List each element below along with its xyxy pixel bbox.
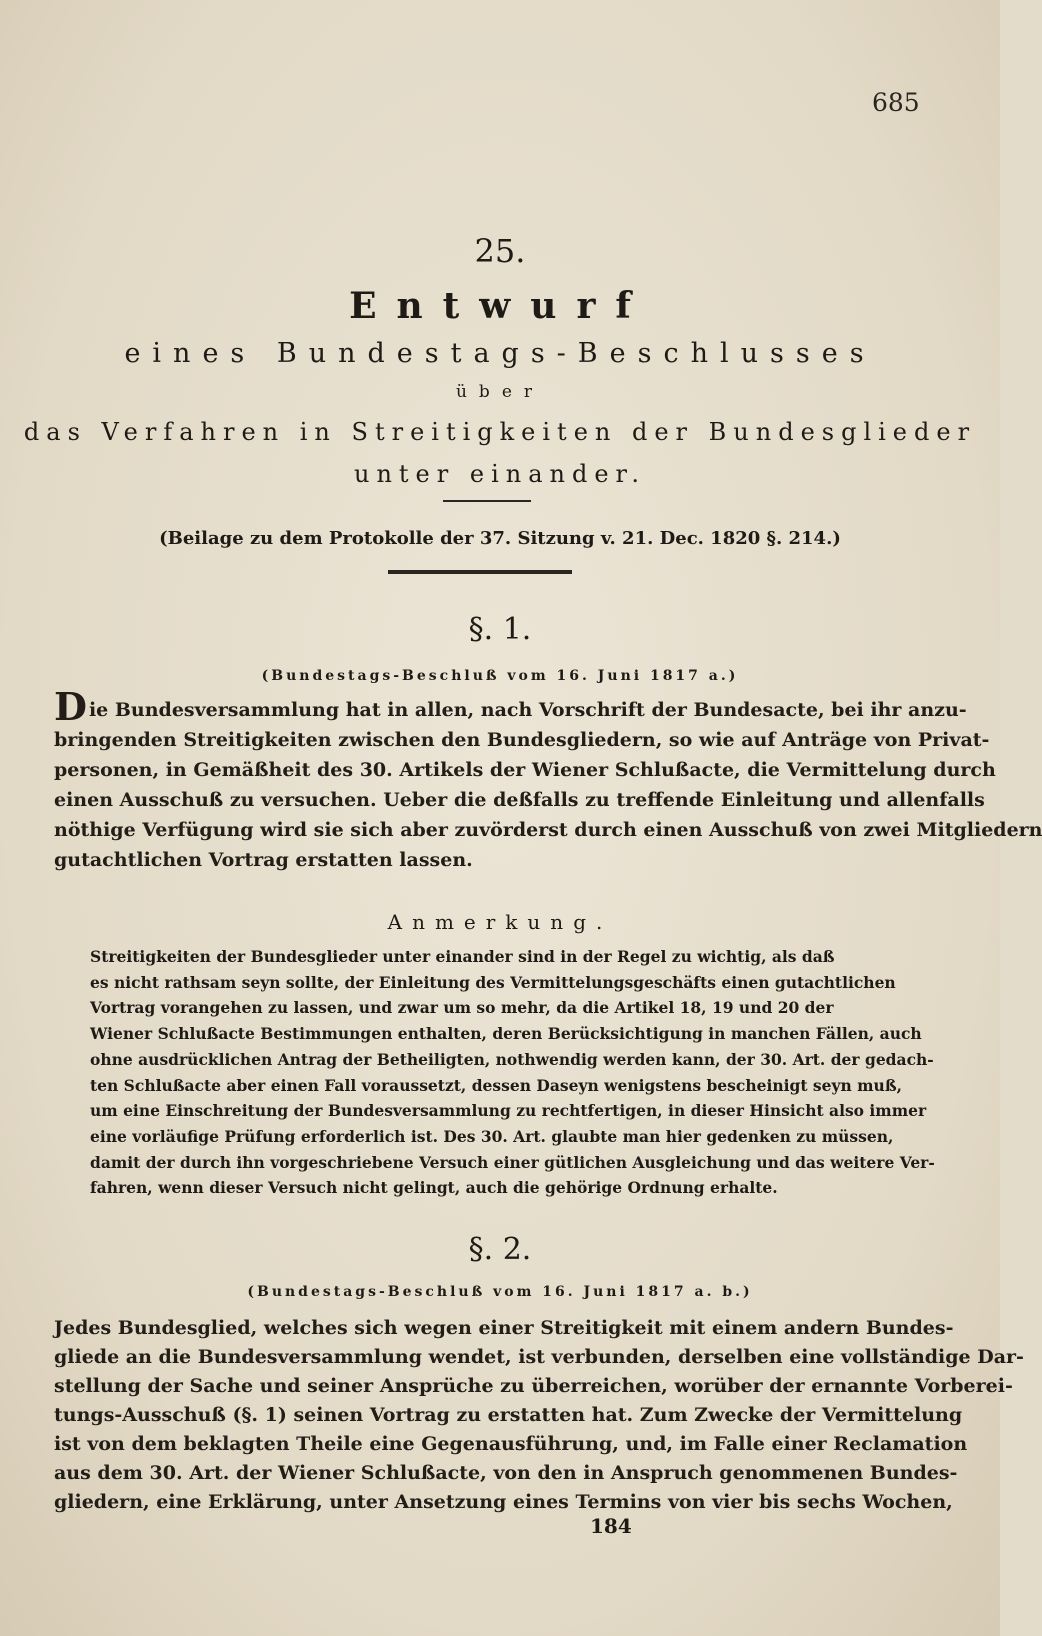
note-heading: Anmerkung. — [387, 910, 613, 934]
section-2-line: Jedes Bundesglied, welches sich wegen einer Streitigkeit mit einem andern Bundes- — [54, 1317, 954, 1339]
document-title: Entwurf — [349, 285, 651, 327]
subject-line-1: das Verfahren in Streitigkeiten der Bundesglieder — [23, 418, 977, 446]
section-2-line: aus dem 30. Art. der Wiener Schlußacte, von den in Anspruch genommenen Bundes- — [54, 1462, 958, 1484]
document-subtitle: eines Bundestags-Beschlusses — [124, 338, 876, 369]
section-1-line: nöthige Verfügung wird sie sich aber zuvörderst durch einen Ausschuß von zwei Mitgliedern — [54, 819, 1042, 841]
note-line: ohne ausdrücklichen Antrag der Betheiligten, nothwendig werden kann, der 30. Art. der gedach- — [90, 1049, 934, 1069]
note-line: eine vorläufige Prüfung erforderlich ist. Des 30. Art. glaubte man hier gedenken zu müssen, — [90, 1126, 894, 1146]
section-2-line: tungs-Ausschuß (§. 1) seinen Vortrag zu erstatten hat. Zum Zwecke der Vermittelung — [54, 1404, 963, 1426]
section-1-line: einen Ausschuß zu versuchen. Ueber die deßfalls zu treffende Einleitung und allenfalls — [54, 789, 985, 811]
section-2-line: ist von dem beklagten Theile eine Gegenausführung, und, im Falle einer Reclamation — [54, 1433, 968, 1455]
section-2-line: stellung der Sache und seiner Ansprüche zu überreichen, worüber der ernannte Vorberei- — [54, 1375, 1013, 1397]
subtitle-preposition: über — [455, 382, 545, 402]
section-1-line: personen, in Gemäßheit des 30. Artikels der Wiener Schlußacte, die Vermittelung durch — [54, 759, 996, 781]
note-line: damit der durch ihn vorgeschriebene Versuch einer gütlichen Ausgleichung und das weitere Ver- — [90, 1152, 935, 1172]
note-line: Vortrag vorangehen zu lassen, und zwar um so mehr, da die Artikel 18, 19 und 20 der — [90, 998, 834, 1018]
section-2-line: gliedern, eine Erklärung, unter Ansetzung eines Termins von vier bis sechs Wochen, — [54, 1491, 953, 1513]
section-1-resolution-ref: (Bundestags-Beschluß vom 16. Juni 1817 a.) — [261, 668, 739, 684]
section-1-line: bringenden Streitigkeiten zwischen den Bundesgliedern, so wie auf Anträge von Privat- — [54, 729, 990, 751]
section-1-heading: §. 1. — [468, 612, 532, 647]
document-number: 25. — [474, 232, 526, 270]
drop-cap: D — [54, 684, 87, 729]
note-line: Wiener Schlußacte Bestimmungen enthalten, deren Berücksichtigung in manchen Fällen, auch — [90, 1024, 922, 1044]
section-1-line: Die Bundesversammlung hat in allen, nach Vorschrift der Bundesacte, bei ihr anzu- — [54, 684, 967, 729]
note-line: es nicht rathsam seyn sollte, der Einleitung des Vermittelungsgeschäfts einen gutachtlichen — [90, 972, 896, 992]
subject-line-2: unter einander. — [354, 460, 646, 488]
section-1-line: gutachtlichen Vortrag erstatten lassen. — [54, 849, 473, 871]
header-divider — [388, 570, 572, 574]
section-2-body — [54, 1314, 1024, 1517]
page-number: 685 — [872, 88, 920, 117]
section-2-line: gliede an die Bundesversammlung wendet, ist verbunden, derselben eine vollständige Dar- — [54, 1346, 1024, 1368]
title-divider — [443, 500, 531, 502]
note-line: ten Schlußacte aber einen Fall voraussetzt, dessen Daseyn wenigstens bescheinigt seyn muß, — [90, 1075, 902, 1095]
section-1-body — [54, 684, 1042, 875]
section-2-heading: §. 2. — [468, 1232, 532, 1267]
note-line: um eine Einschreitung der Bundesversammlung zu rechtfertigen, in dieser Hinsicht also immer — [90, 1101, 927, 1121]
signature-mark: 184 — [590, 1514, 632, 1538]
note-body — [90, 944, 935, 1201]
section-2-resolution-ref: (Bundestags-Beschluß vom 16. Juni 1817 a. b.) — [247, 1284, 753, 1300]
supplement-note: (Beilage zu dem Protokolle der 37. Sitzung v. 21. Dec. 1820 §. 214.) — [159, 528, 841, 549]
note-line: Streitigkeiten der Bundesglieder unter einander sind in der Regel zu wichtig, als daß — [90, 947, 835, 966]
note-line: fahren, wenn dieser Versuch nicht gelingt, auch die gehörige Ordnung erhalte. — [90, 1178, 778, 1198]
